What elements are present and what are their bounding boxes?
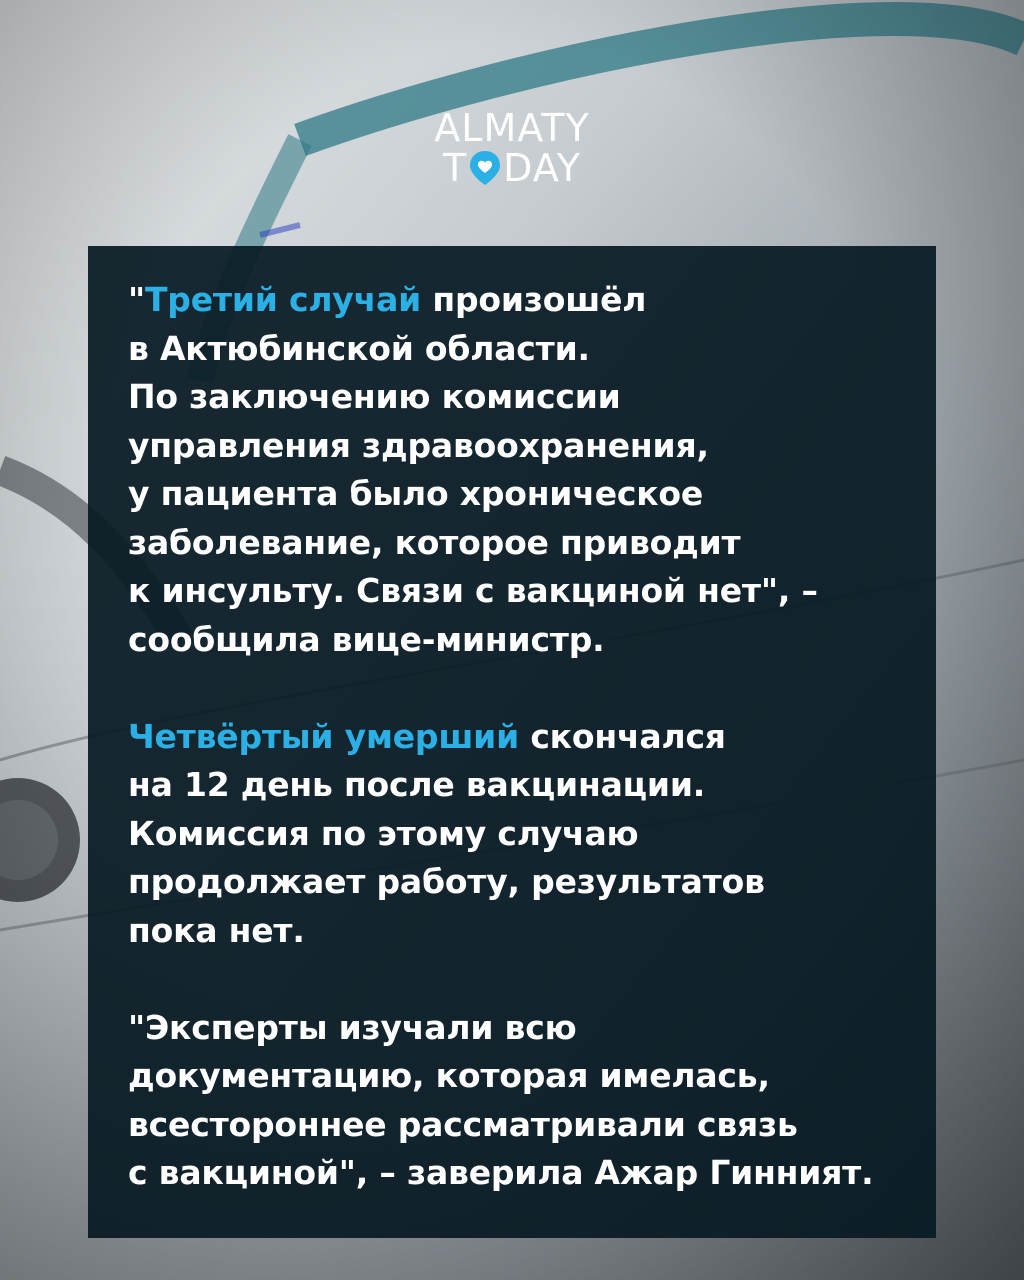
paragraph-third-case-text: произошёл в Актюбинской области. По заключению комиссии управления здравоохранения, у пациента было хроническое заболевание, которое приводит к инсульту. Связи с вакциной нет", – сообщила вице-министр. — [128, 280, 818, 659]
opening-quote: " — [128, 280, 145, 319]
logo-word-almaty: ALMATY — [434, 106, 590, 150]
paragraph-fourth-death-text: скончался на 12 день после вакцинации. Комиссия по этому случаю продолжает работу, результатов пока нет. — [128, 716, 765, 950]
logo-letter-t: T — [442, 146, 468, 190]
paragraph-experts-quote: "Эксперты изучали всю документацию, которая имелась, всестороннее рассматривали связь с вакциной", – заверила Ажар Гинният. — [128, 1007, 874, 1192]
paragraph-third-case — [128, 276, 896, 664]
paragraph-fourth-death — [128, 713, 896, 956]
highlight-fourth-death: Четвёртый умерший — [128, 716, 520, 756]
map-pin-heart-icon — [468, 149, 502, 187]
brand-logo — [0, 108, 1024, 188]
quote-card — [88, 246, 936, 1238]
logo-word-today — [0, 148, 1024, 188]
logo-letters-day: DAY — [503, 146, 582, 190]
highlight-third-case: Третий случай — [145, 280, 422, 319]
